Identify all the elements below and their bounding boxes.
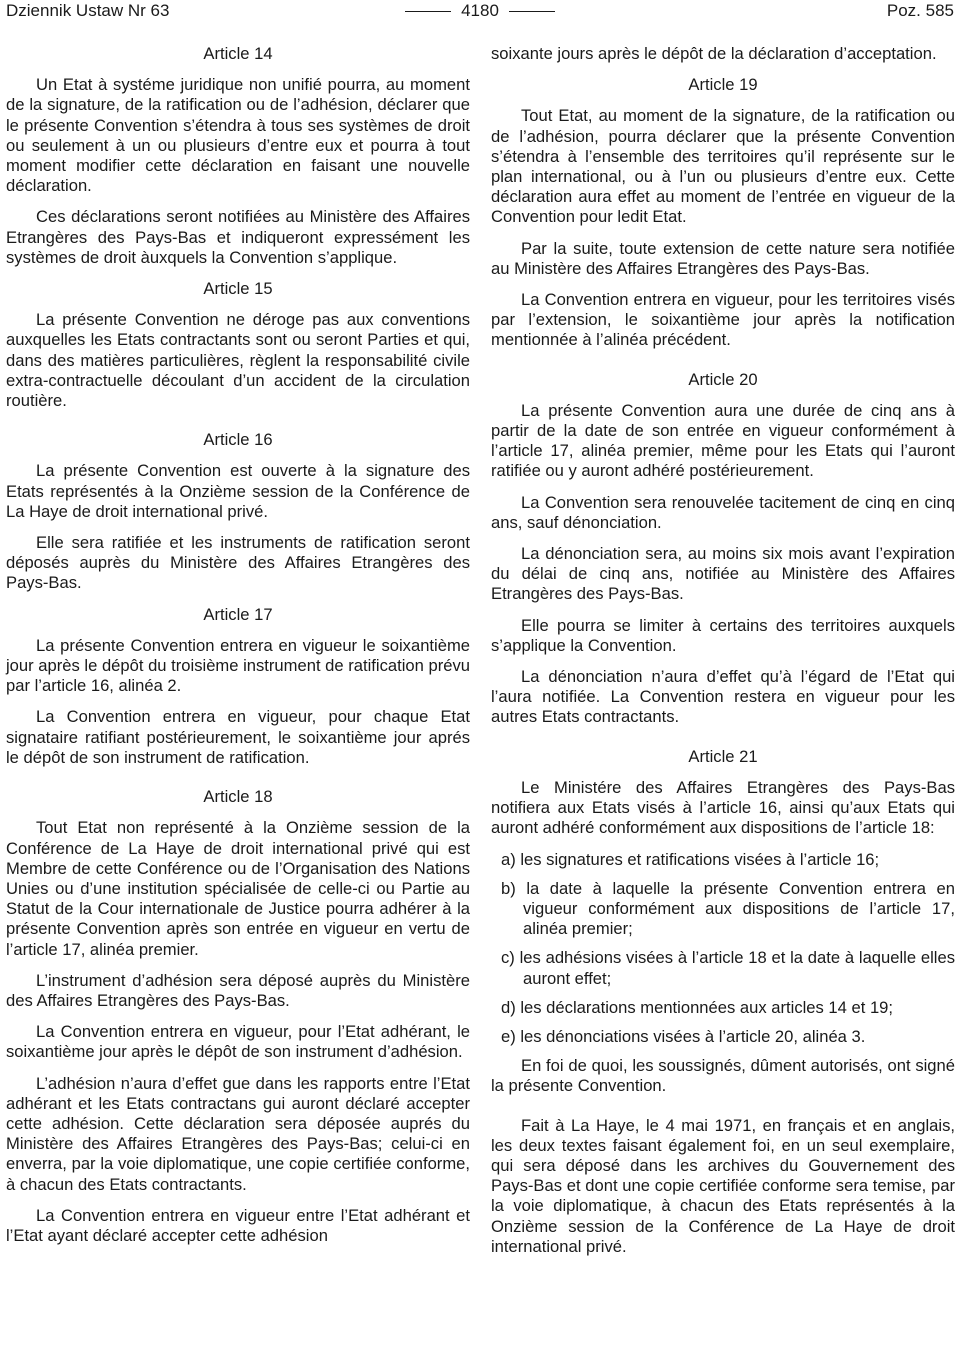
journal-title: Dziennik Ustaw Nr 63	[6, 1, 170, 20]
article-20-paragraph-2: La Convention sera renouvelée tacitement de cinq en cinq ans, sauf dénonciation.	[491, 492, 955, 532]
article-14-paragraph-1: Un Etat à systéme juridique non unifié pourra, au moment de la signature, de la ratification ou de l’adhésion, déclarer que le présente Convention s’étendra à tous ses systèmes de droit ou seulement à un ou plusieurs d’entre eux et pourra à tout moment modifier cette déclaration en faisant une nouvelle déclaration.	[6, 75, 470, 196]
article-19-paragraph-3: La Convention entrera en vigueur, pour les territoires visés par l’extension, le soixantième jour après la notification mentionnée à l’alinéa précédent.	[491, 290, 955, 350]
article-21-title: Article 21	[688, 746, 758, 766]
article-18-paragraph-5: La Convention entrera en vigueur entre l’Etat adhérant et l’Etat ayant déclaré accepter cette adhésion	[6, 1205, 470, 1245]
article-20-title: Article 20	[688, 369, 758, 389]
list-item-d: d) les déclarations mentionnées aux articles 14 et 19;	[501, 997, 894, 1017]
article-21-paragraph-3: Fait à La Haye, le 4 mai 1971, en français et en anglais, les deux textes faisant également foi, en un seul exemplaire, qui sera déposé dans les archives du Gouvernement des Pays-Bas et dont une copie certifiée conforme sera temise, par la voie diplomatique, à chacun des Etats représentés à la Onzième session de la Conférence de La Haye de droit international privé.	[491, 1115, 955, 1256]
list-item-e: e) les dénonciations visées à l’article 20, alinéa 3.	[501, 1026, 866, 1046]
article-16-paragraph-2: Elle sera ratifiée et les instruments de ratification seront déposés auprès du Ministère des Affaires Etrangères des Pays-Bas.	[6, 533, 470, 593]
article-17-paragraph-1: La présente Convention entrera en vigueur le soixantième jour après le dépôt du troisième instrument de ratification prévu par l’article 16, alinéa 2.	[6, 635, 470, 696]
article-20-paragraph-3: La dénonciation sera, au moins six mois avant l’expiration du délai de cinq ans, notifiée au Ministère des Affaires Etrangères des Pays-Bas.	[491, 544, 955, 604]
article-18-paragraph-4: L’adhésion n’aura d’effet gue dans les rapports entre l’Etat adhérant et les Etats contractans gui auront déclaré accepter cette adhésion. Cette déclaration sera déposée auprés du Ministère des Affaires Etrangères des Pays-Bas; celui-ci en enverra, par la voie diplomatique, une copie certifiée conforme, à chacun des Etats contractants.	[6, 1073, 470, 1194]
list-item-b: b) la date à laquelle la présente Convention entrera en vigueur conformément aux dispositions de l’article 17, alinéa premier;	[501, 878, 955, 939]
article-16-title: Article 16	[203, 430, 273, 450]
position-number: Poz. 585	[886, 1, 954, 20]
spacer	[491, 362, 955, 370]
spacer	[491, 1108, 955, 1116]
dash-left	[405, 11, 451, 12]
article-14-title: Article 14	[203, 44, 273, 63]
article-17-title: Article 17	[203, 604, 273, 624]
article-20-paragraph-4: Elle pourra se limiter à certains des territoires auxquels s’applique la Convention.	[491, 615, 955, 655]
article-21-paragraph-2: En foi de quoi, les soussignés, dûment autorisés, ont signé la présente Convention.	[491, 1056, 955, 1096]
page-header	[6, 0, 954, 22]
article-19-paragraph-2: Par la suite, toute extension de cette nature sera notifiée au Ministère des Affaires Etrangères des Pays-Bas.	[491, 238, 955, 278]
article-15-title: Article 15	[203, 279, 273, 299]
article-18-paragraph-3: La Convention entrera en vigueur, pour l’Etat adhérant, le soixantième jour après le dépôt de son instrument d’adhésion.	[6, 1022, 470, 1062]
article-18-continuation: soixante jours après le dépôt de la déclaration d’acceptation.	[491, 44, 937, 63]
list-item-a: a) les signatures et ratifications visées à l’article 16;	[501, 849, 880, 869]
list-item-c: c) les adhésions visées à l’article 18 et la date à laquelle elles auront effet;	[501, 948, 955, 988]
spacer	[6, 779, 470, 787]
dash-right	[509, 11, 555, 12]
left-column	[6, 44, 470, 1257]
page-number-wrap	[6, 0, 954, 22]
article-20-paragraph-5: La dénonciation n’aura d’effet qu’à l’égard de l’Etat qui l’aura notifiée. La Convention restera en vigueur pour les autres Etats contractants.	[491, 667, 955, 727]
article-17-paragraph-2: La Convention entrera en vigueur, pour chaque Etat signataire ratifiant postérieurement, le soixantième jour aprés le dépôt de son instrument de ratification.	[6, 707, 470, 767]
article-14-paragraph-2: Ces déclarations seront notifiées au Ministère des Affaires Etrangères des Pays-Bas et indiqueront expressément les systèmes de droit àuxquels la Convention s’applique.	[6, 207, 470, 267]
article-21-paragraph-1: Le Ministére des Affaires Etrangères des Pays-Bas notifiera aux Etats visés à l’article 16, ainsi qu’aux Etats qui auront adhéré conformément aux dispositions de l’article 18:	[491, 777, 955, 838]
article-19-paragraph-1: Tout Etat, au moment de la signature, de la ratification ou de l’adhésion, pourra déclarer que la présente Convention s’étendra à l’ensemble des territoires qu’il représente sur le plan international, ou à l’un ou plusieurs d’entre eux. Cette déclaration aura effet au moment de l’entrée en vigueur de la Convention pour ledit Etat.	[491, 106, 955, 227]
right-column	[491, 44, 955, 1268]
article-18-paragraph-1: Tout Etat non représenté à la Onzième session de la Conférence de La Haye de droit international privé qui est Membre de cette Conférence ou de l’Organisation des Nations Unies ou d’une institution spécialisée de celle-ci ou Partie au Statut de la Cour internationale de Justice pourra adhérer à la présente Convention après son entrée en vigueur en vertu de l’article 17, alinéa premier.	[6, 818, 470, 959]
spacer	[491, 739, 955, 747]
article-16-paragraph-1: La présente Convention est ouverte à la signature des Etats représentés à la Onzième session de la Conférence de La Haye de droit international privé.	[6, 461, 470, 521]
article-18-paragraph-2: L’instrument d’adhésion sera déposé auprès du Ministère des Affaires Etrangères des Pays-Bas.	[6, 970, 470, 1010]
article-18-title: Article 18	[203, 787, 273, 807]
spacer	[6, 422, 470, 430]
article-19-title: Article 19	[688, 75, 758, 95]
article-15-paragraph-1: La présente Convention ne déroge pas aux conventions auxquelles les Etats contractants sont ou seront Parties et qui, dans des matières particulières, règlent la responsabilité civile extra-contractuelle découlant d’un accident de la circulation routière.	[6, 310, 470, 411]
page-number: 4180	[461, 1, 499, 20]
article-20-paragraph-1: La présente Convention aura une durée de cinq ans à partir de la date de son entrée en vigueur conformément à l’article 17, alinéa premier, même pour les Etats qui l’auront ratifiée ou y auront adhéré postérieurement.	[491, 400, 955, 481]
